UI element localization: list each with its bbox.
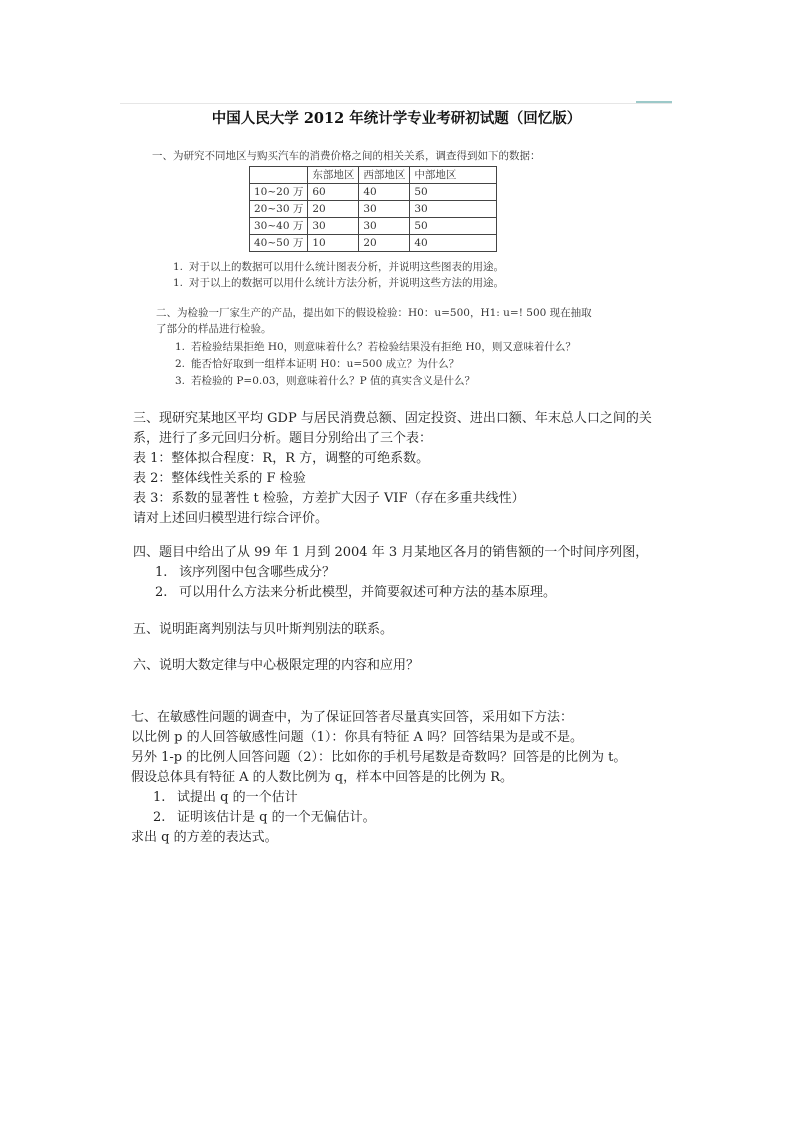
q4-item [155, 585, 556, 601]
table-cell: 30 [308, 218, 359, 235]
q3-line: 系，进行了多元回归分析。题目分别给出了三个表： [133, 431, 433, 446]
q1-item [173, 277, 504, 290]
table-cell: 30 [410, 201, 497, 218]
table-row [250, 218, 497, 235]
q7-item-num: 2. [153, 810, 166, 825]
q2-item [175, 375, 475, 388]
table-row [250, 184, 497, 201]
q3-line: 表 3：系数的显著性 t 检验，方差扩大因子 VIF（存在多重共线性） [133, 491, 525, 506]
q1-item-num: 1. [173, 277, 184, 289]
q7-line: 以比例 p 的人回答敏感性问题（1）：你具有特征 A 吗？回答结果为是或不是。 [131, 730, 584, 745]
table-header: 中部地区 [410, 167, 497, 184]
q2-item [175, 358, 459, 371]
q2-item [175, 341, 576, 354]
q3-line: 表 1：整体拟合程度：R，R 方，调整的可绝系数。 [133, 451, 430, 466]
table-cell: 30~40 万 [250, 218, 308, 235]
table-header: 西部地区 [359, 167, 410, 184]
table-header-row [250, 167, 497, 184]
table-cell: 20~30 万 [250, 201, 308, 218]
q7-line: 七、在敏感性问题的调查中，为了保证回答者尽量真实回答，采用如下方法： [131, 710, 574, 725]
q2-item-text: 若检验结果拒绝 H0，则意味着什么？若检验结果没有拒绝 H0，则又意味着什么？ [191, 341, 576, 353]
q7-last-line: 求出 q 的方差的表达式。 [131, 830, 278, 845]
table-cell: 40~50 万 [250, 235, 308, 252]
q3-line: 三、现研究某地区平均 GDP 与居民消费总额、固定投资、进出口额、年末总人口之间的关 [133, 411, 652, 426]
q5-line: 五、说明距离判别法与贝叶斯判别法的联系。 [133, 622, 394, 637]
q4-item-text: 该序列图中包含哪些成分？ [179, 565, 336, 580]
q7-item-text: 试提出 q 的一个估计 [177, 790, 298, 805]
q1-intro: 一、为研究不同地区与购买汽车的消费价格之间的相关关系，调查得到如下的数据： [152, 150, 541, 162]
table-cell: 10~20 万 [250, 184, 308, 201]
q4-item [155, 565, 335, 581]
table-row [250, 235, 497, 252]
table-header: 东部地区 [308, 167, 359, 184]
q7-item-num: 1. [153, 790, 166, 805]
q2-line: 了部分的样品进行检验。 [156, 323, 272, 335]
q1-item [173, 261, 504, 274]
q7-item-text: 证明该估计是 q 的一个无偏估计。 [177, 810, 376, 825]
q3-line: 表 2：整体线性关系的 F 检验 [133, 471, 306, 486]
table-cell: 40 [359, 184, 410, 201]
accent-line [636, 101, 672, 103]
table-header [250, 167, 308, 184]
table-cell: 20 [308, 201, 359, 218]
q4-item-text: 可以用什么方法来分析此模型，并简要叙述可种方法的基本原理。 [179, 585, 557, 600]
data-table [249, 166, 497, 252]
top-rule [120, 103, 672, 104]
q2-item-text: 若检验的 P=0.03，则意味着什么？P 值的真实含义是什么？ [191, 375, 475, 387]
q4-item-num: 2. [155, 585, 168, 600]
q1-item-text: 对于以上的数据可以用什么统计图表分析，并说明这些图表的用途。 [189, 261, 504, 273]
q1-item-text: 对于以上的数据可以用什么统计方法分析，并说明这些方法的用途。 [189, 277, 504, 289]
table-cell: 60 [308, 184, 359, 201]
q2-line: 二、为检验一厂家生产的产品，提出如下的假设检验：H0：u=500，H1: u=! 500 现在抽取 [156, 307, 592, 319]
table-cell: 30 [359, 201, 410, 218]
table-cell: 40 [410, 235, 497, 252]
q2-item-num: 1. [175, 341, 186, 353]
table-cell: 20 [359, 235, 410, 252]
q6-line: 六、说明大数定律与中心极限定理的内容和应用？ [133, 658, 420, 673]
table-row [250, 201, 497, 218]
q2-item-text: 能否恰好取到一组样本证明 H0：u=500 成立？为什么？ [191, 358, 460, 370]
q1-item-num: 1. [173, 261, 184, 273]
table-cell: 50 [410, 218, 497, 235]
table-cell: 10 [308, 235, 359, 252]
table-cell: 50 [410, 184, 497, 201]
q7-line: 假设总体具有特征 A 的人数比例为 q，样本中回答是的比例为 R。 [131, 770, 514, 785]
q2-item-num: 3. [175, 375, 186, 387]
table-cell: 30 [359, 218, 410, 235]
q7-item [153, 810, 376, 826]
q7-item [153, 790, 298, 806]
q2-item-num: 2. [175, 358, 186, 370]
q7-line: 另外 1-p 的比例人回答问题（2）：比如你的手机号尾数是奇数吗？回答是的比例为 t。 [131, 750, 627, 765]
q3-line: 请对上述回归模型进行综合评价。 [133, 511, 329, 526]
page-title: 中国人民大学 2012 年统计学专业考研初试题（回忆版） [211, 110, 582, 127]
q4-item-num: 1. [155, 565, 168, 580]
q4-line: 四、题目中给出了从 99 年 1 月到 2004 年 3 月某地区各月的销售额的一个时间序列图， [133, 545, 649, 560]
